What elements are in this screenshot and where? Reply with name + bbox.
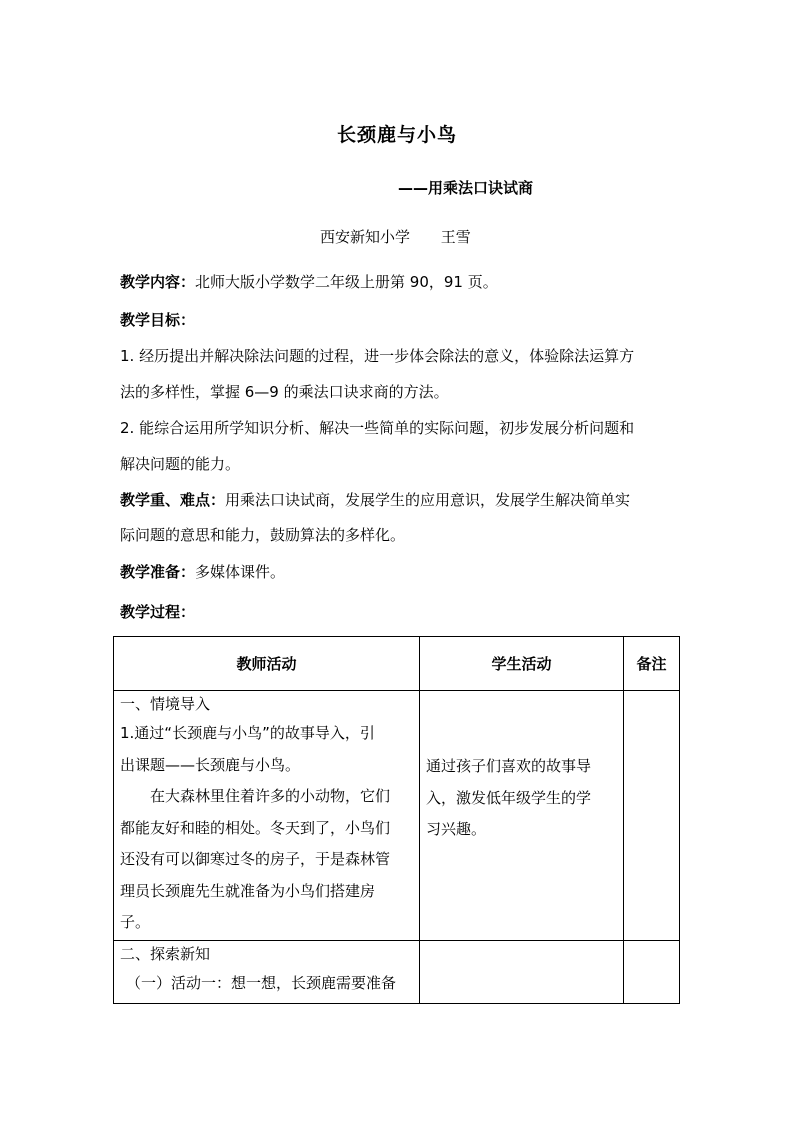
- teacher-line: 1.通过“长颈鹿与小鸟”的故事导入，引: [120, 724, 375, 742]
- teacher-line: 理员长颈鹿先生就准备为小鸟们搭建房: [120, 881, 376, 900]
- teaching-prep-text: 多媒体课件。: [195, 563, 286, 581]
- teacher-text: [114, 718, 419, 939]
- goal-1-line-1: 1. 经历提出并解决除法问题的过程，进一步体会除法的意义，体验除法运算方: [120, 347, 635, 365]
- key-points: [120, 490, 680, 510]
- teaching-prep: [120, 562, 680, 582]
- teacher-line: 还没有可以御寒过冬的房子，于是森林管: [120, 850, 391, 868]
- goal-1-line-2: 法的多样性，掌握 6—9 的乘法口诀求商的方法。: [120, 383, 449, 401]
- header-notes: 备注: [624, 637, 680, 691]
- teacher-line: （一）活动一：想一想，长颈鹿需要准备: [126, 974, 397, 992]
- teacher-name: 王雪: [440, 228, 471, 246]
- teaching-content-text: 北师大版小学数学二年级上册第 90，91 页。: [195, 273, 498, 291]
- document-subtitle: ——用乘法口诀试商: [398, 179, 534, 197]
- school-name: 西安新知小学: [320, 228, 411, 246]
- student-activity-cell: [420, 941, 624, 1004]
- teaching-goals-label: 教学目标：: [120, 311, 196, 329]
- goal-2-line-2: 解决问题的能力。: [120, 455, 241, 473]
- student-activity-cell: [420, 691, 624, 941]
- header-teacher-activity: 教师活动: [114, 637, 420, 691]
- teaching-prep-label: 教学准备：: [120, 563, 196, 581]
- goal-2-line-1: 2. 能综合运用所学知识分析、解决一些简单的实际问题，初步发展分析问题和: [120, 419, 635, 437]
- teacher-activity-cell: [114, 691, 420, 941]
- table-row: [114, 691, 680, 941]
- section-heading: 一、情境导入: [120, 695, 211, 713]
- notes-cell: [624, 941, 680, 1004]
- student-line: 入，激发低年级学生的学: [426, 788, 592, 807]
- document-title: 长颈鹿与小鸟: [336, 124, 457, 146]
- teaching-content: [120, 272, 680, 292]
- teacher-line: 子。: [120, 913, 151, 931]
- notes-cell: [624, 691, 680, 941]
- key-points-label: 教学重、难点：: [120, 491, 226, 509]
- student-line: 通过孩子们喜欢的故事导: [426, 757, 592, 775]
- table-row: [114, 941, 680, 1004]
- author-line: [320, 226, 471, 247]
- lesson-table: [113, 636, 680, 1004]
- header-student-activity: 学生活动: [420, 637, 624, 691]
- section-heading: 二、探索新知: [120, 945, 211, 963]
- key-points-line-1: 用乘法口诀试商，发展学生的应用意识，发展学生解决简单实: [225, 491, 631, 509]
- student-text: [420, 691, 623, 846]
- teacher-line: 都能友好和睦的相处。冬天到了，小鸟们: [120, 818, 391, 837]
- teacher-activity-cell: [114, 941, 420, 1004]
- table-header-row: [114, 637, 680, 691]
- teacher-line: 出课题——长颈鹿与小鸟。: [120, 755, 301, 774]
- teacher-line: 在大森林里住着许多的小动物，它们: [150, 787, 391, 805]
- teaching-process-label: 教学过程：: [120, 603, 196, 621]
- key-points-line-2: 际问题的意思和能力，鼓励算法的多样化。: [120, 526, 406, 544]
- student-line: 习兴趣。: [426, 820, 487, 838]
- teaching-content-label: 教学内容：: [120, 273, 196, 291]
